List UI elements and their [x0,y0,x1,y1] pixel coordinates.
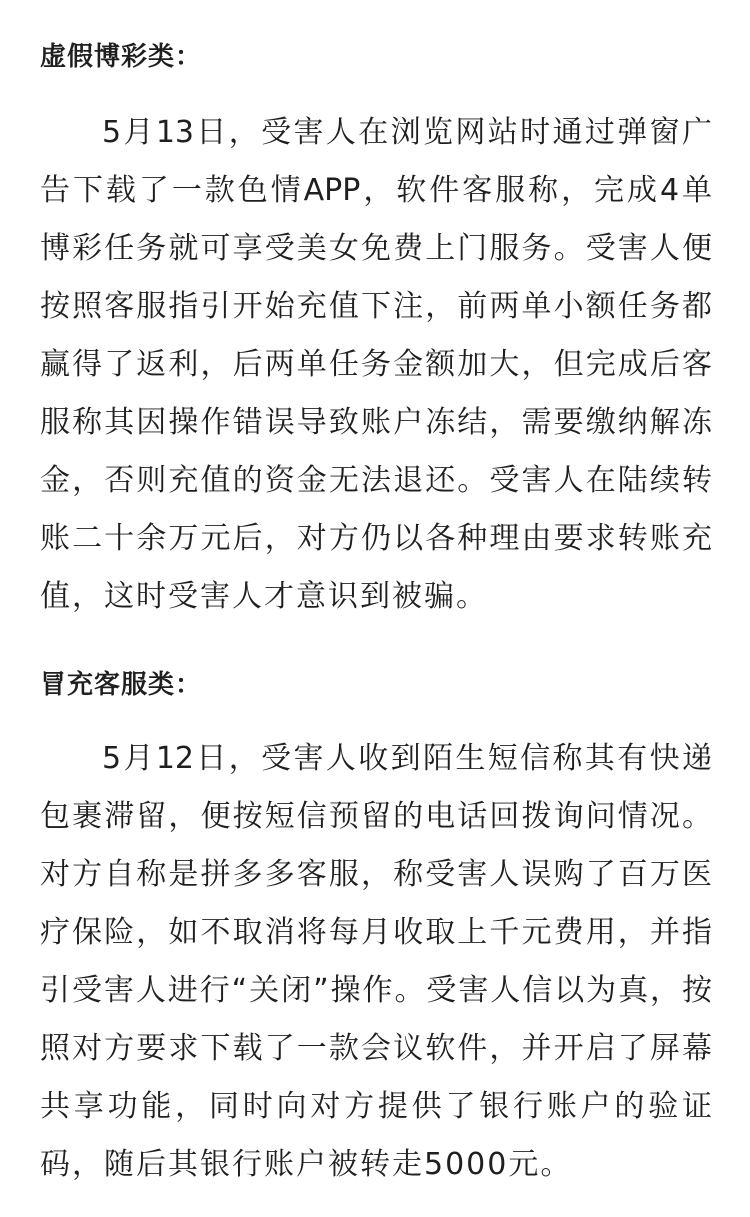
paragraph-line: 账二十余万元后，对方仍以各种理由要求转账充 [40,521,712,556]
paragraph-line: 疗保险，如不取消将每月收取上千元费用，并指 [40,915,712,950]
section-heading-fake-customer-service: 冒充客服类： [40,670,203,700]
paragraph-line: 引受害人进行“关闭”操作。受害人信以为真，按 [40,973,712,1008]
paragraph-line: 共享功能，同时向对方提供了银行账户的验证 [40,1089,712,1124]
section-heading-fake-gambling: 虚假博彩类： [40,42,203,72]
paragraph-line: 赢得了返利，后两单任务金额加大，但完成后客 [40,347,712,382]
paragraph-line: 服称其因操作错误导致账户冻结，需要缴纳解冻 [40,405,712,440]
paragraph-line: 5月13日，受害人在浏览网站时通过弹窗广 [102,115,712,150]
paragraph-line: 照对方要求下载了一款会议软件，并开启了屏幕 [40,1031,712,1066]
paragraph-line: 码，随后其银行账户被转走5000元。 [40,1147,573,1182]
paragraph-line: 告下载了一款色情APP，软件客服称，完成4单 [40,173,712,208]
paragraph-line: 包裹滞留，便按短信预留的电话回拨询问情况。 [40,799,712,834]
paragraph-line: 5月12日，受害人收到陌生短信称其有快递 [102,741,712,776]
paragraph-line: 金，否则充值的资金无法退还。受害人在陆续转 [40,463,712,498]
paragraph-line: 对方自称是拼多多客服，称受害人误购了百万医 [40,857,712,892]
paragraph-line: 按照客服指引开始充值下注，前两单小额任务都 [40,289,712,324]
paragraph-line: 博彩任务就可享受美女免费上门服务。受害人便 [40,231,712,266]
paragraph-line: 值，这时受害人才意识到被骗。 [40,579,488,614]
